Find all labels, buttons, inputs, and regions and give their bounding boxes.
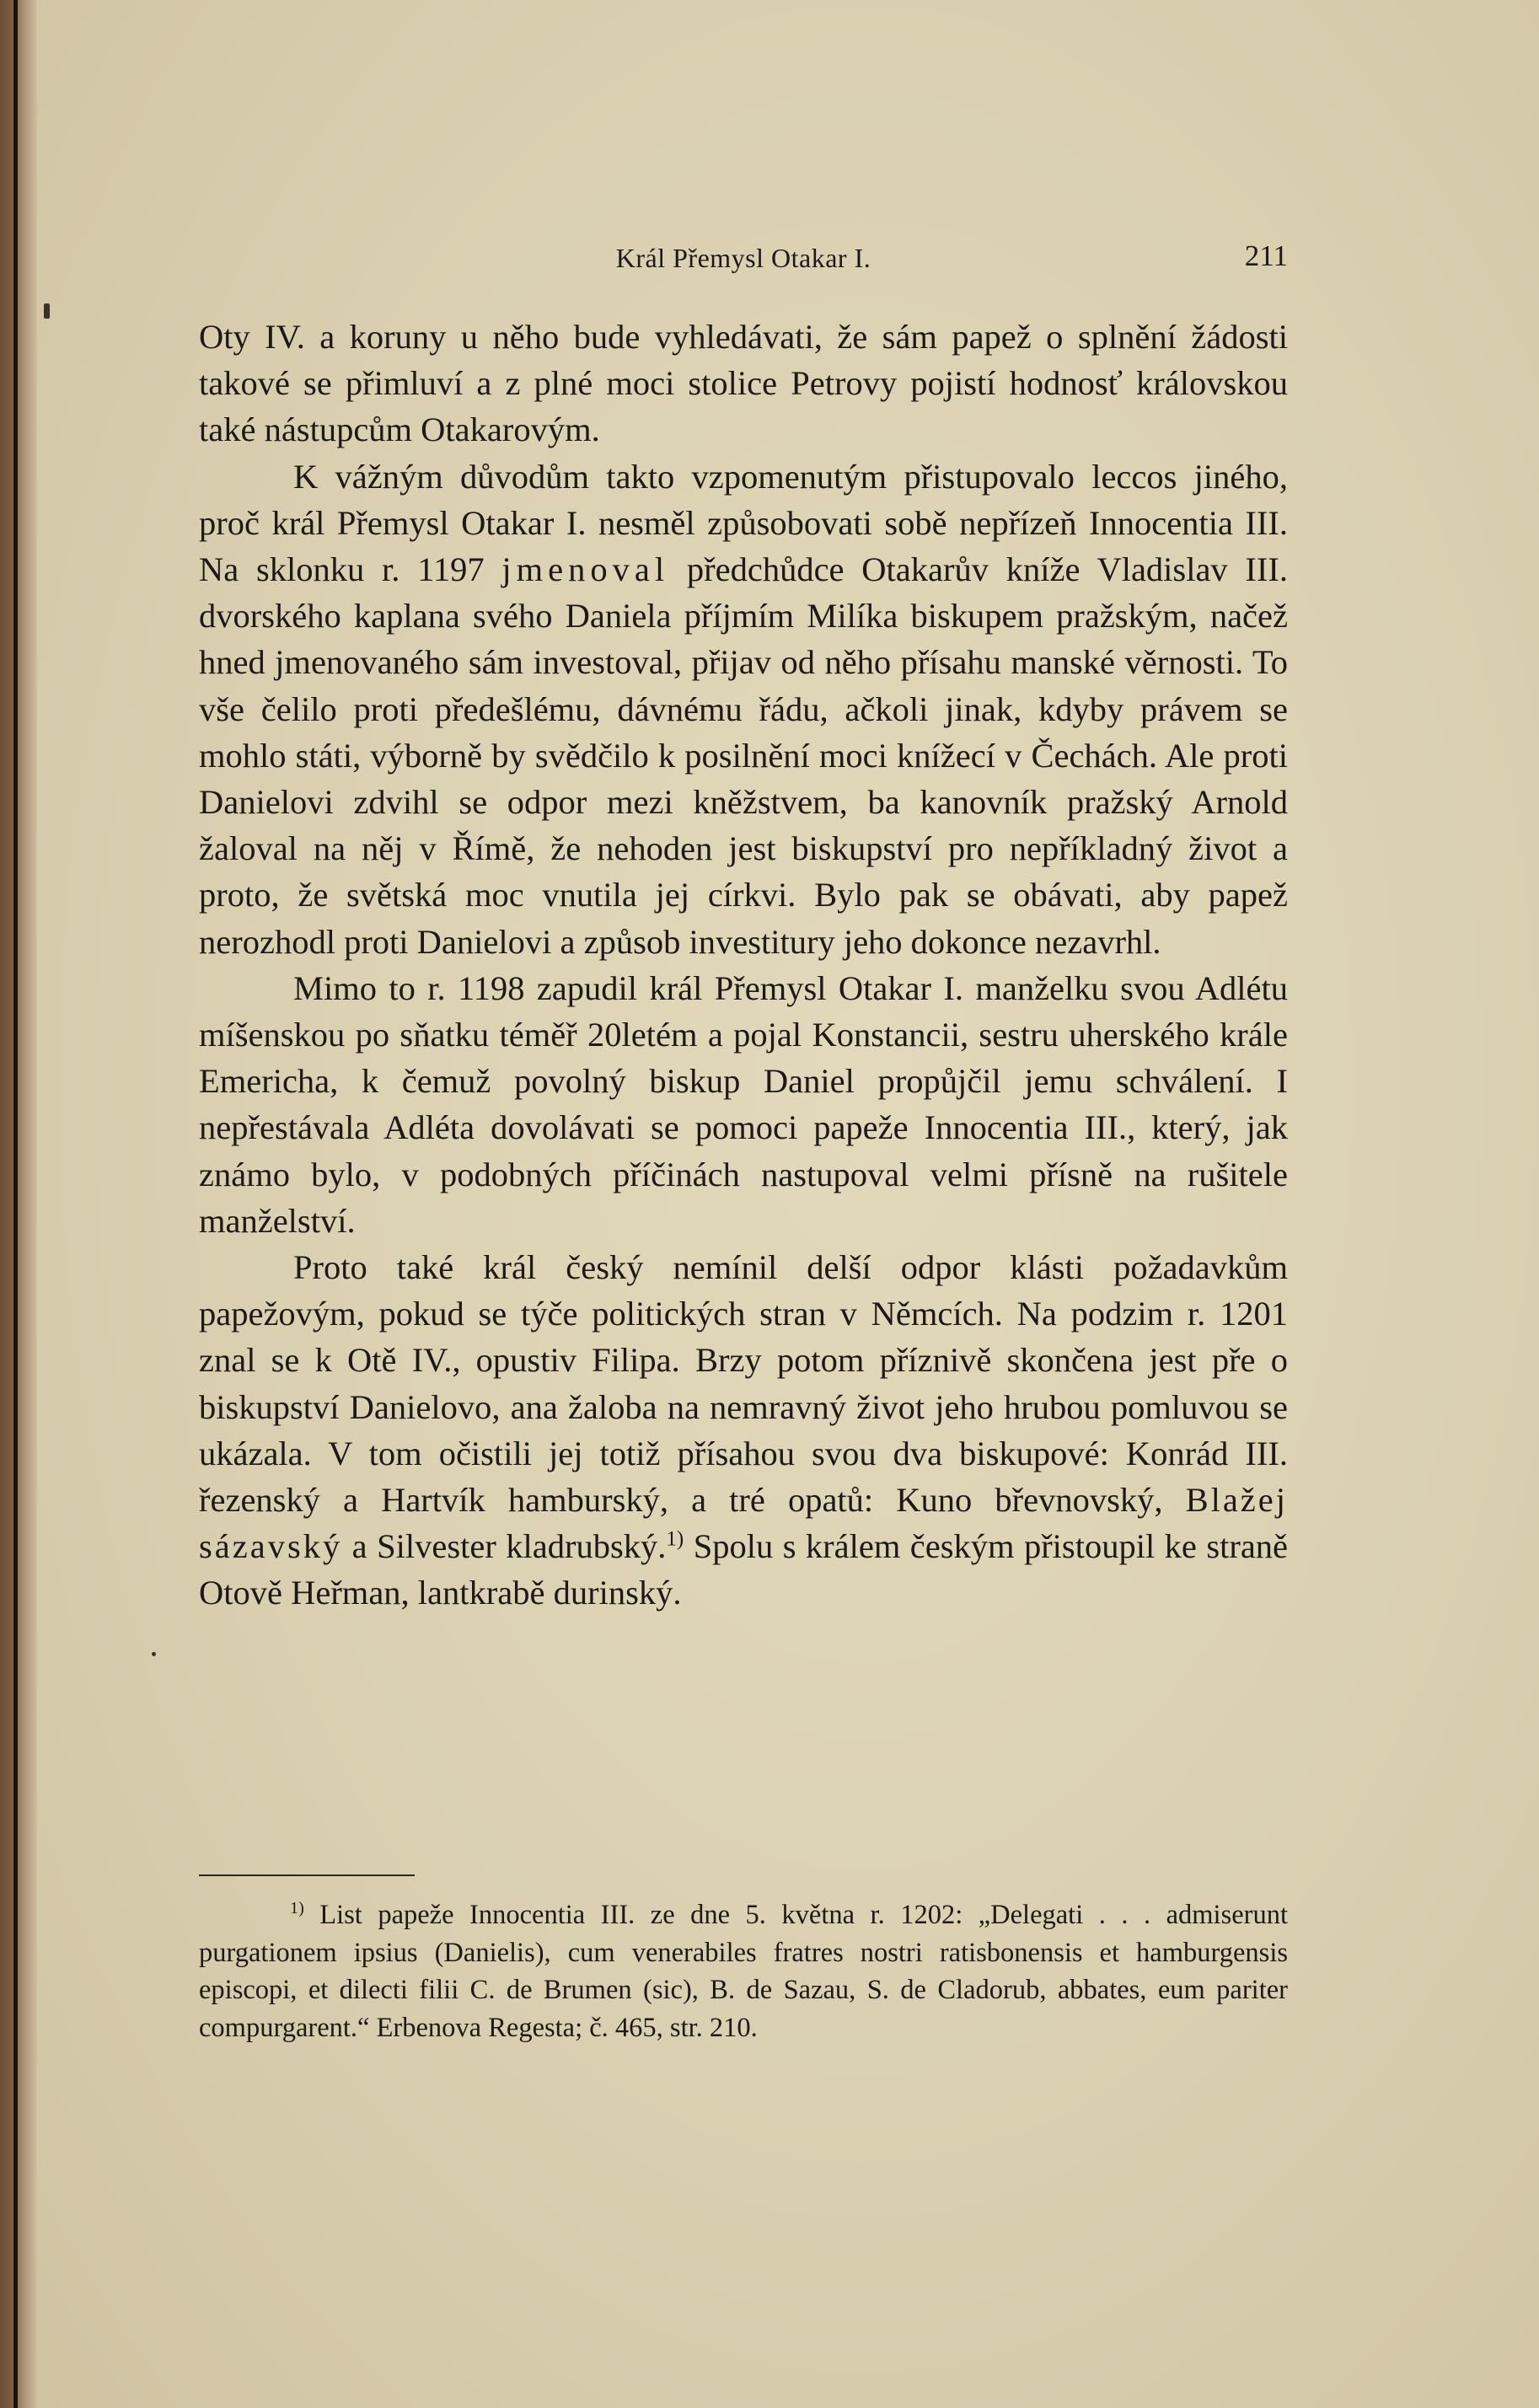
paragraph-3-text: Mimo to r. 1198 zapudil král Přemysl Otakar I. manželku svou Adlétu míšenskou po sňatku téměř 20letém a pojal Konstancii, sestru uherského krále Emericha, k čemuž povolný biskup Daniel propůjčil jemu schválení. I nepřestávala Adléta dovolávati se pomoci papeže Innocentia III., který, jak známo bylo, v podobných příčinách nastupoval velmi přísně na rušitele manželství. (199, 968, 1288, 1240)
running-title: Král Přemysl Otakar I. (615, 243, 871, 273)
page-header (199, 238, 1288, 280)
footnote-marker: 1) (290, 1899, 304, 1918)
footnote-divider (199, 1874, 415, 1876)
page-number: 211 (1244, 239, 1288, 272)
footnote-text: List papeže Innocentia III. ze dne 5. května r. 1202: „Delegati . . . admiserunt purgationem ipsius (Danielis), cum venerabiles fratres nostri ratisbonensis et hamburgensis episcopi, et dilecti filii C. de Brumen (sic), B. de Sazau, S. de Cladorub, abbates, eum pariter compurgarent.“ Erbenova Regesta; č. 465, str. 210. (199, 1900, 1288, 2043)
paragraph-3 (199, 965, 1288, 1244)
paragraph-4 (199, 1244, 1288, 1617)
paragraph-1 (199, 314, 1288, 453)
paragraph-4-text-middle: a Silvester kladrubský. (351, 1527, 667, 1566)
paper-speck (152, 1652, 156, 1656)
paragraph-2-text-end: předchůdce Otakarův kníže Vladislav III. dvorského kaplana svého Daniela příjmím Milíka biskupem pražským, načež hned jmenovaného sám investoval, přijav od něho přísahu manské věrnosti. To vše čelilo proti předešlému, dávnému řádu, ačkoli jinak, kdyby právem se mohlo státi, výborně by svědčilo k posilnění moci knížecí v Čechách. Ale proti Danielovi zdvihl se odpor mezi kněžstvem, ba kanovník pražský Arnold žaloval na něj v Římě, že nehoden jest biskupství pro nepříkladný život a proto, že světská moc vnutila jej církvi. Bylo pak se obávati, aby papež nerozhodl proti Danielovi a způsob investitury jeho dokonce nezavrhl. (199, 550, 1289, 961)
gutter-shadow-line (13, 0, 18, 2408)
paragraph-4-text-start: Proto také král český nemínil delší odpor klásti požadavkům papežovým, pokud se týče politických stran v Němcích. Na podzim r. 1201 znal se k Otě IV., opustiv Filipa. Brzy potom příznivě skončena jest pře o biskupství Danielovo, ana žaloba na nemravný život jeho hrubou pomluvou se ukázala. V tom očistili jej totiž přísahou svou dva biskupové: Konrád III. řezenský a Hartvík hamburský, a tré opatů: Kuno břevnovský, (199, 1248, 1288, 1520)
paragraph-2-text-start: K vážným důvodům takto vzpomenutým přistupovalo leccos jiného, proč král Přemysl Otakar I. nesměl způsobovati sobě nepřízeň Innocentia III. Na sklonku r. 1197 (199, 457, 1288, 589)
paragraph-2-spaced-word: jmenoval (501, 550, 670, 589)
paragraph-4-spaced-words: Blažej sázavský (199, 1481, 1289, 1566)
paragraph-2 (199, 453, 1288, 965)
footnote-1 (199, 1896, 1288, 2046)
paragraph-1-text: Oty IV. a koruny u něho bude vyhledávati, že sám papež o splnění žádosti takové se přimluví a z plné moci stolice Petrovy pojistí hodnosť královskou také nástupcům Otakarovým. (199, 318, 1288, 449)
main-text (199, 314, 1288, 1617)
footnote-reference: 1) (666, 1527, 684, 1551)
paper-speck (44, 303, 50, 319)
footnotes (199, 1896, 1288, 2046)
paragraph-4-text-end: Spolu s králem českým přistoupil ke straně Otově Heřman, lantkrabě durinský. (199, 1527, 1289, 1612)
book-gutter (0, 0, 37, 2408)
